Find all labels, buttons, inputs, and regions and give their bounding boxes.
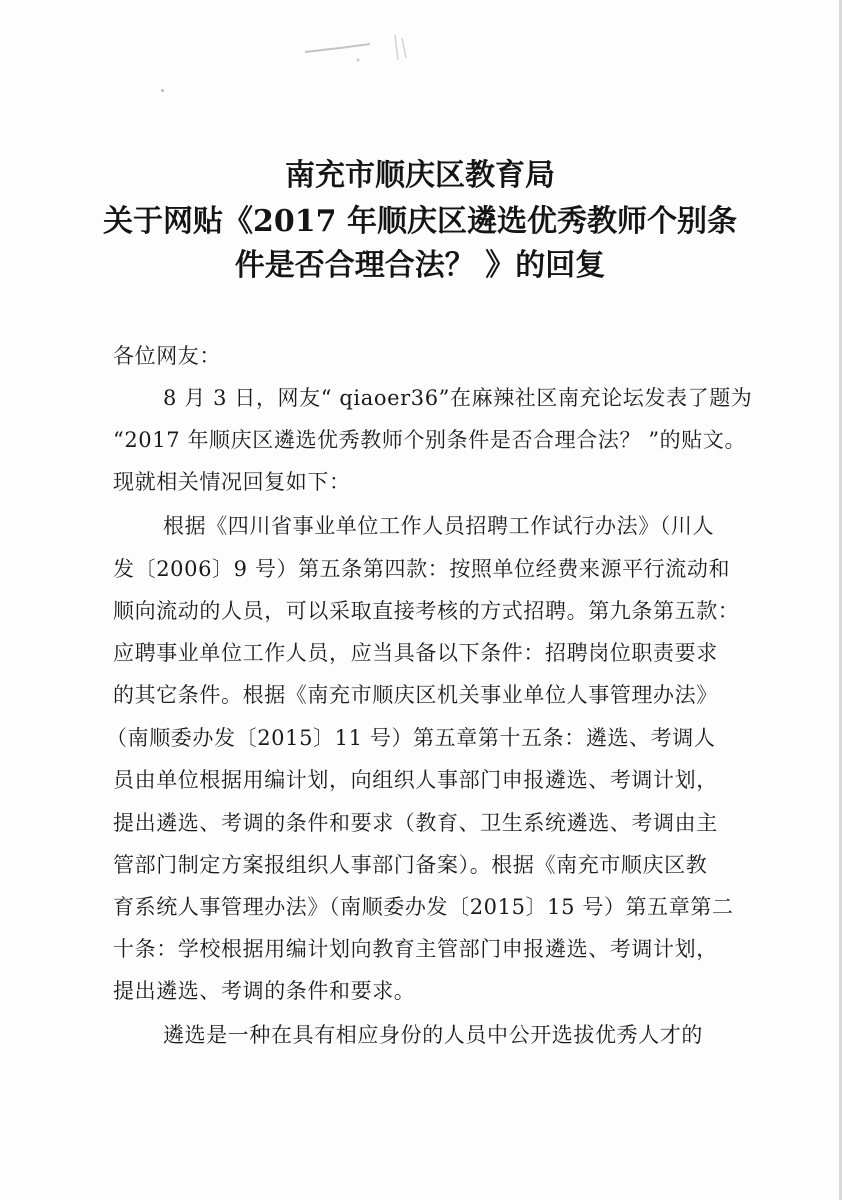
- body-line: 提出遴选、考调的条件和要求。: [113, 979, 416, 1003]
- body-line: （南顺委办发〔2015〕11 号）第五章第十五条：遴选、考调人: [106, 726, 716, 750]
- body-line: 管部门制定方案报组织人事部门备案）。根据《南充市顺庆区教: [113, 853, 708, 877]
- body-line: 员由单位根据用编计划，向组织人事部门申报遴选、考调计划，: [113, 768, 718, 792]
- title-line-1: 南充市顺庆区教育局: [285, 158, 555, 193]
- scan-speck: [161, 89, 164, 92]
- scan-smudge: [300, 30, 430, 70]
- greeting: 各位网友：: [113, 344, 221, 368]
- body-line: 顺向流动的人员，可以采取直接考核的方式招聘。第九条第五款：: [113, 599, 740, 623]
- body-line: 十条：学校根据用编计划向教育主管部门申报遴选、考调计划，: [113, 937, 718, 961]
- title-line-2: 关于网贴《2017 年顺庆区遴选优秀教师个别条: [103, 204, 737, 239]
- body-line: 应聘事业单位工作人员，应当具备以下条件：招聘岗位职责要求: [113, 641, 718, 665]
- body-line: 根据《四川省事业单位工作人员招聘工作试行办法》（川人: [163, 514, 715, 538]
- body-line: 育系统人事管理办法》（南顺委办发〔2015〕15 号）第五章第二: [113, 895, 734, 919]
- body-line: 现就相关情况回复如下：: [113, 470, 351, 494]
- body-line: 8 月 3 日，网友“ qiaoer36”在麻辣社区南充论坛发表了题为: [163, 386, 753, 410]
- body-line: 的其它条件。根据《南充市顺庆区机关事业单位人事管理办法》: [113, 683, 718, 707]
- body-line: 遴选是一种在具有相应身份的人员中公开选拔优秀人才的: [163, 1023, 703, 1047]
- body-line: “2017 年顺庆区遴选优秀教师个别条件是否合理合法？ ”的贴文。: [113, 428, 747, 452]
- body-line: 发〔2006〕9 号）第五条第四款：按照单位经费来源平行流动和: [113, 557, 731, 581]
- body-line: 提出遴选、考调的条件和要求（教育、卫生系统遴选、考调由主: [113, 811, 718, 835]
- title-line-3: 件是否合理合法？ 》的回复: [234, 248, 606, 283]
